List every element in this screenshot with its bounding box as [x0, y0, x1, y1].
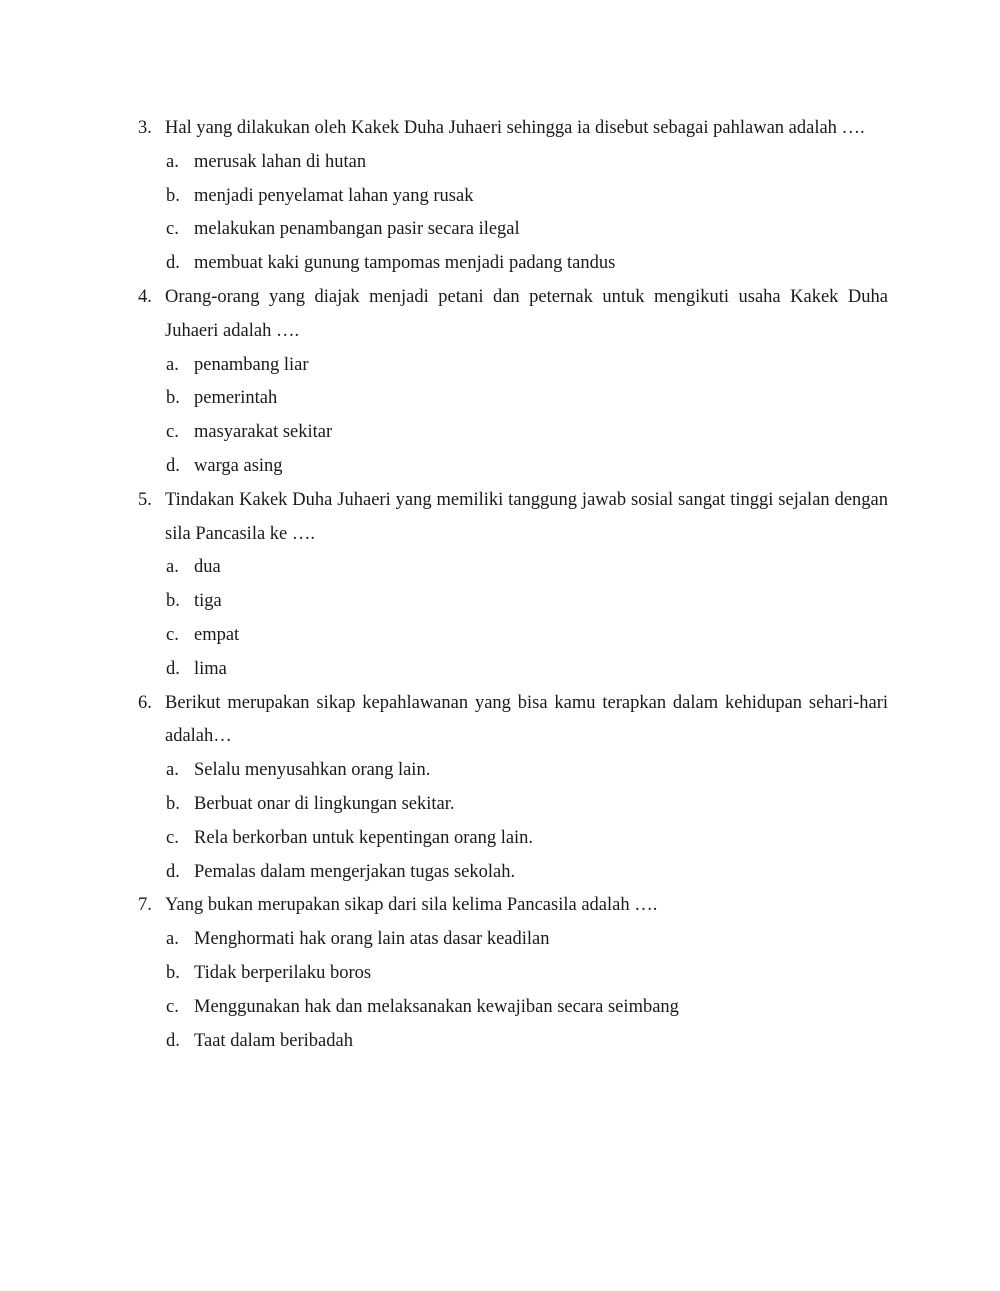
- option-a[interactable]: [138, 551, 888, 585]
- option-text: empat: [194, 624, 240, 645]
- option-c[interactable]: [138, 619, 888, 653]
- option-text: membuat kaki gunung tampomas menjadi padang tandus: [194, 253, 616, 274]
- question-list: [138, 112, 888, 1058]
- option-letter: c.: [166, 996, 179, 1017]
- question-5: [138, 484, 888, 687]
- option-list: [138, 923, 888, 1058]
- option-text: masyarakat sekitar: [194, 422, 333, 443]
- option-letter: a.: [166, 760, 179, 781]
- option-letter: a.: [166, 929, 179, 950]
- option-letter: c.: [166, 624, 179, 645]
- option-text: tiga: [194, 591, 222, 612]
- option-letter: d.: [166, 1030, 180, 1051]
- option-c[interactable]: [138, 213, 888, 247]
- option-d[interactable]: [138, 450, 888, 484]
- option-text: penambang liar: [194, 354, 309, 375]
- option-letter: b.: [166, 793, 180, 814]
- option-letter: a.: [166, 354, 179, 375]
- option-text: pemerintah: [194, 388, 278, 409]
- option-letter: a.: [166, 557, 179, 578]
- question-6: [138, 687, 888, 890]
- option-list: [138, 754, 888, 889]
- option-text: Selalu menyusahkan orang lain.: [194, 760, 431, 781]
- option-letter: c.: [166, 422, 179, 443]
- option-letter: d.: [166, 253, 180, 274]
- option-d[interactable]: [138, 247, 888, 281]
- option-text: warga asing: [194, 455, 283, 476]
- option-text: Menggunakan hak dan melaksanakan kewajiban secara seimbang: [194, 996, 679, 1017]
- question-7: [138, 889, 888, 1058]
- option-b[interactable]: [138, 957, 888, 991]
- option-letter: d.: [166, 455, 180, 476]
- question-number: 3.: [138, 118, 152, 138]
- question-text: Orang-orang yang diajak menjadi petani dan peternak untuk mengikuti usaha Kakek Duha Juhaeri adalah ….: [165, 286, 888, 341]
- option-letter: c.: [166, 219, 179, 240]
- option-d[interactable]: [138, 1025, 888, 1059]
- option-letter: d.: [166, 658, 180, 679]
- option-text: Taat dalam beribadah: [194, 1030, 353, 1051]
- option-d[interactable]: [138, 653, 888, 687]
- question-text: Berikut merupakan sikap kepahlawanan yang bisa kamu terapkan dalam kehidupan sehari-hari adalah…: [165, 692, 888, 747]
- option-list: [138, 551, 888, 686]
- option-b[interactable]: [138, 788, 888, 822]
- option-letter: b.: [166, 591, 180, 612]
- option-b[interactable]: [138, 180, 888, 214]
- option-text: menjadi penyelamat lahan yang rusak: [194, 185, 474, 206]
- option-a[interactable]: [138, 349, 888, 383]
- option-d[interactable]: [138, 856, 888, 890]
- option-a[interactable]: [138, 923, 888, 957]
- option-text: Pemalas dalam mengerjakan tugas sekolah.: [194, 861, 516, 882]
- option-letter: b.: [166, 388, 180, 409]
- option-text: Tidak berperilaku boros: [194, 962, 372, 983]
- option-text: Rela berkorban untuk kepentingan orang lain.: [194, 827, 534, 848]
- option-text: Menghormati hak orang lain atas dasar keadilan: [194, 929, 550, 950]
- option-letter: a.: [166, 151, 179, 172]
- option-b[interactable]: [138, 585, 888, 619]
- question-3: [138, 112, 888, 281]
- option-letter: c.: [166, 827, 179, 848]
- option-letter: d.: [166, 861, 180, 882]
- option-list: [138, 349, 888, 484]
- question-number: 4.: [138, 286, 152, 307]
- option-c[interactable]: [138, 416, 888, 450]
- question-number: 5.: [138, 489, 152, 510]
- question-text: Yang bukan merupakan sikap dari sila kelima Pancasila adalah ….: [165, 895, 658, 916]
- option-text: merusak lahan di hutan: [194, 151, 367, 172]
- question-4: [138, 281, 888, 484]
- option-text: dua: [194, 557, 221, 578]
- option-text: lima: [194, 658, 227, 679]
- option-a[interactable]: [138, 754, 888, 788]
- question-number: 7.: [138, 895, 152, 916]
- option-b[interactable]: [138, 382, 888, 416]
- option-c[interactable]: [138, 991, 888, 1025]
- question-number: 6.: [138, 692, 152, 713]
- option-c[interactable]: [138, 822, 888, 856]
- option-text: Berbuat onar di lingkungan sekitar.: [194, 793, 455, 814]
- question-text: Tindakan Kakek Duha Juhaeri yang memiliki tanggung jawab sosial sangat tinggi sejalan dengan sila Pancasila ke ….: [165, 489, 888, 544]
- question-text: Hal yang dilakukan oleh Kakek Duha Juhaeri sehingga ia disebut sebagai pahlawan adalah ….: [165, 118, 865, 138]
- option-text: melakukan penambangan pasir secara ilegal: [194, 219, 520, 240]
- option-letter: b.: [166, 962, 180, 983]
- option-list: [138, 146, 888, 281]
- option-a[interactable]: [138, 146, 888, 180]
- option-letter: b.: [166, 185, 180, 206]
